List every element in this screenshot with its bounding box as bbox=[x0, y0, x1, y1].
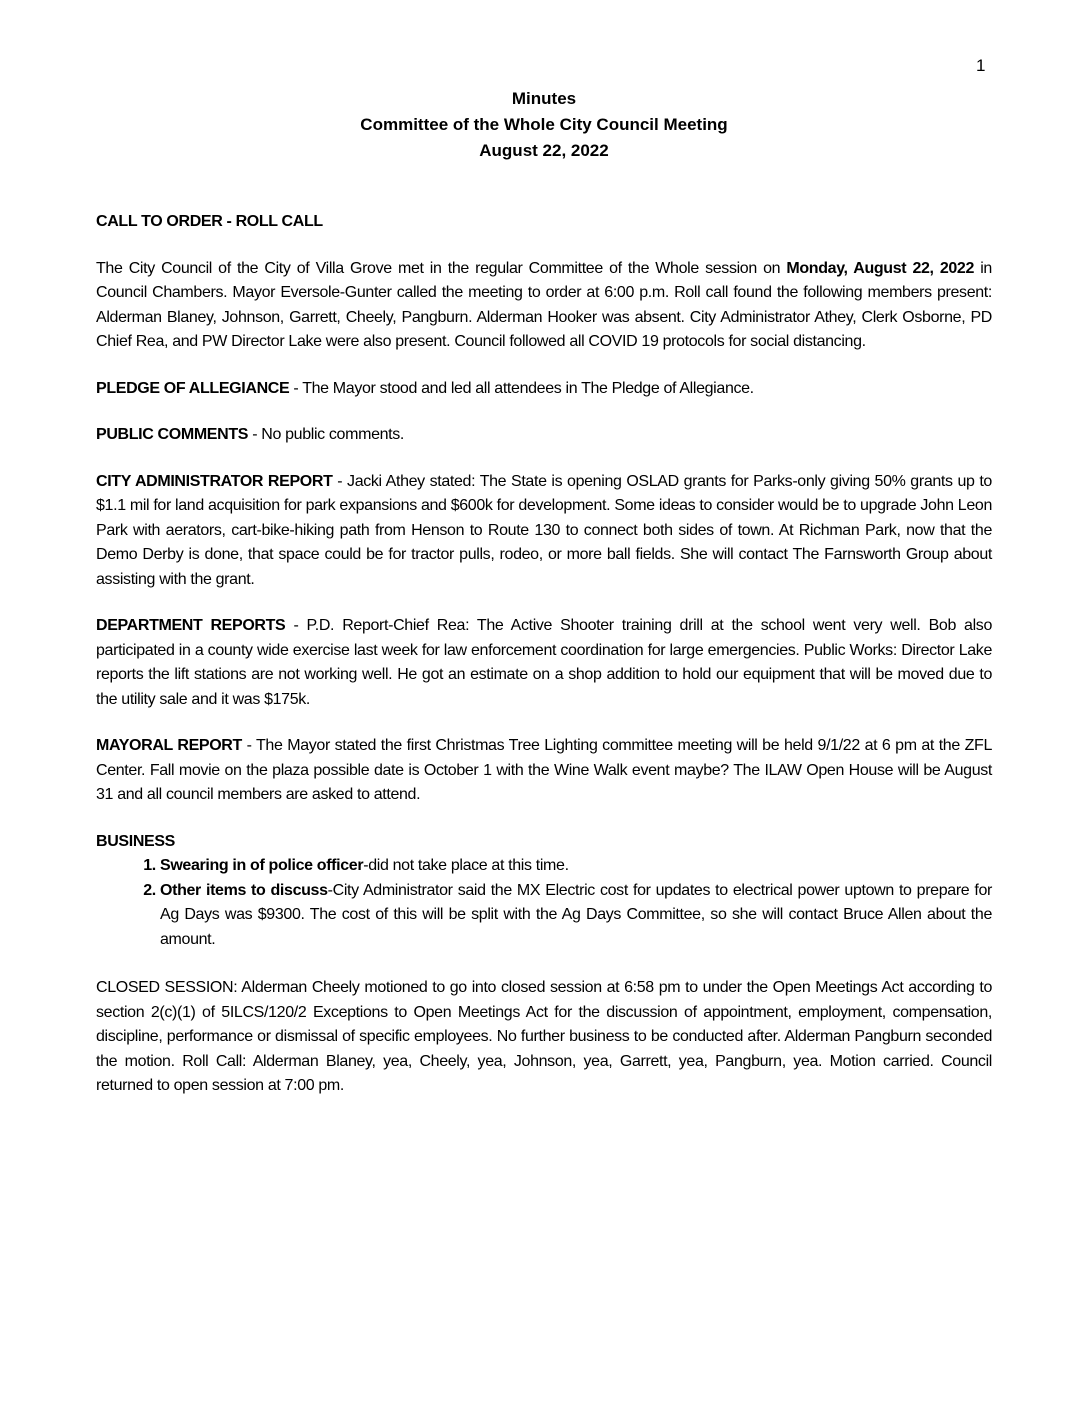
public-comments-paragraph bbox=[96, 423, 992, 448]
call-to-order-paragraph bbox=[96, 257, 992, 355]
minutes-body bbox=[96, 210, 992, 1121]
business-heading: BUSINESS bbox=[96, 832, 175, 850]
list-item bbox=[160, 879, 992, 953]
admin-report-text: - Jacki Athey stated: The State is opening OSLAD grants for Parks-only giving 50% grants up to $1.1 mil for land acquisition for park expansions and $600k for development. Some ideas to consider would be to upgrade John Leon Park with aerators, cart-bike-hiking path from Henson to Route 130 to connect both sides of town. At Richman Park, now that the Demo Derby is done, that space could be for tractor pulls, rodeo, or more ball fields. She will contact The Farnsworth Group about assisting with the grant. bbox=[96, 472, 992, 588]
mayoral-report-text: - The Mayor stated the first Christmas Tree Lighting committee meeting will be held 9/1/22 at 6 pm at the ZFL Center. Fall movie on the plaza possible date is October 1 with the Wine Walk event maybe? The ILAW Open House will be August 31 and all council members are asked to attend. bbox=[96, 737, 992, 803]
header-subtitle: Committee of the Whole City Council Meeting bbox=[360, 115, 728, 134]
business-item-text: -did not take place at this time. bbox=[363, 857, 569, 874]
department-reports-text: - P.D. Report-Chief Rea: The Active Shooter training drill at the school went very well. Bob also participated in a county wide exercise last week for law enforcement coordination for large emergencies. Public Works: Director Lake reports the lift stations are not working well. He got an estimate on a shop addition to hold our equipment that will be moved due to the utility sale and it was $175k. bbox=[96, 617, 993, 708]
department-reports-heading: DEPARTMENT REPORTS bbox=[96, 617, 286, 634]
document-header bbox=[0, 86, 1088, 164]
list-item bbox=[160, 854, 992, 879]
page-number: 1 bbox=[976, 56, 986, 75]
business-list bbox=[96, 854, 992, 952]
admin-report-heading: CITY ADMINISTRATOR REPORT bbox=[96, 472, 333, 490]
header-date: August 22, 2022 bbox=[479, 141, 609, 160]
call-to-order-heading: CALL TO ORDER - ROLL CALL bbox=[96, 213, 323, 230]
pledge-heading: PLEDGE OF ALLEGIANCE bbox=[96, 379, 290, 397]
closed-session-paragraph: CLOSED SESSION: Alderman Cheely motioned to go into closed session at 6:58 pm to under the Open Meetings Act according to section 2(c)(1) of 5ILCS/120/2 Exceptions to Open Meetings Act for the discussion of appointment, employment, compensation, discipline, performance or dismissal of specific employees. No further business to be conducted after. Alderman Pangburn seconded the motion. Roll Call: Alderman Blaney, yea, Cheely, yea, Johnson, yea, Garrett, yea, Pangburn, yea. Motion carried. Council returned to open session at 7:00 pm. bbox=[96, 979, 992, 1094]
public-comments-heading: PUBLIC COMMENTS bbox=[96, 426, 249, 443]
call-to-order-date: Monday, August 22, 2022 bbox=[786, 259, 975, 277]
department-reports-paragraph bbox=[96, 614, 992, 712]
business-item-text: -City Administrator said the MX Electric cost for updates to electrical power uptown to prepare for Ag Days was $9300. The cost of this will be split with the Ag Days Committee, so she will contact Bruce Allen about the amount. bbox=[160, 881, 993, 948]
pledge-text: - The Mayor stood and led all attendees in The Pledge of Allegiance. bbox=[289, 379, 754, 397]
admin-report-paragraph bbox=[96, 470, 992, 593]
business-item-title: Other items to discuss bbox=[160, 881, 328, 899]
call-to-order-text-2: in Council Chambers. Mayor Eversole-Gunter called the meeting to order at 6:00 p.m. Roll call found the following members present: Alderman Blaney, Johnson, Garrett, Cheely, Pangburn. Alderman Hooker was absent. City Administrator Athey, Clerk Osborne, PD Chief Rea, and PW Director Lake were also present. Council followed all COVID 19 protocols for social distancing. bbox=[96, 259, 992, 350]
business-item-title: Swearing in of police officer bbox=[160, 857, 364, 874]
mayoral-report-paragraph bbox=[96, 734, 992, 808]
call-to-order-text-1: The City Council of the City of Villa Grove met in the regular Committee of the Whole session on bbox=[96, 259, 787, 277]
pledge-paragraph bbox=[96, 377, 992, 402]
header-title: Minutes bbox=[511, 89, 577, 108]
mayoral-report-heading: MAYORAL REPORT bbox=[96, 737, 242, 754]
public-comments-text: - No public comments. bbox=[248, 426, 405, 443]
